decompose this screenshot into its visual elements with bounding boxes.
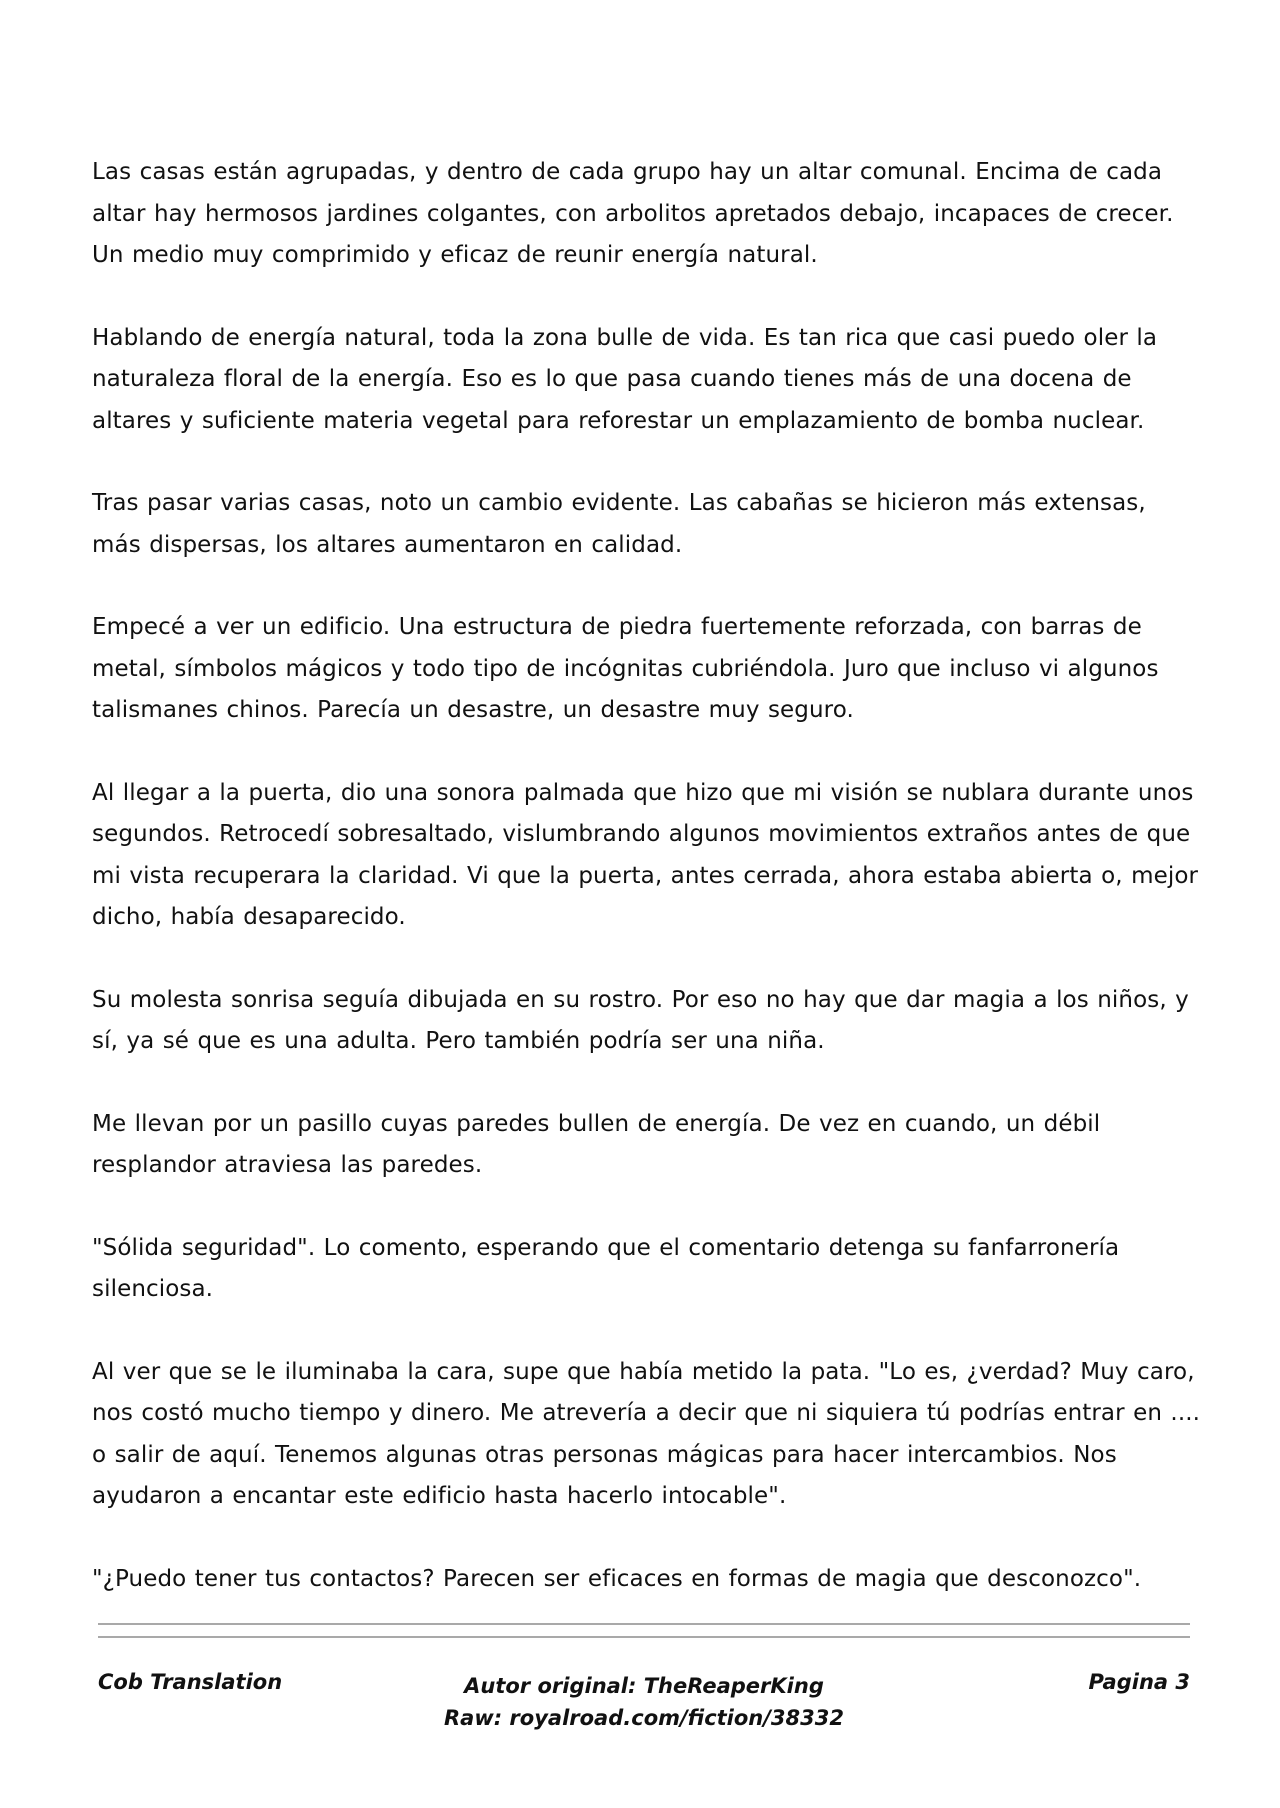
- footer-divider-top: [98, 1623, 1190, 1625]
- paragraph: "¿Puedo tener tus contactos? Parecen ser eficaces en formas de magia que desconozco".: [92, 1565, 1142, 1592]
- paragraph: Su molesta sonrisa seguía dibujada en su rostro. Por eso no hay que dar magia a los niños, y sí, ya sé que es una adulta. Pero también podría ser una niña.: [92, 986, 1189, 1054]
- body-text: [92, 152, 1202, 1641]
- paragraph: Hablando de energía natural, toda la zona bulle de vida. Es tan rica que casi puedo oler la naturaleza floral de la energía. Eso es lo que pasa cuando tienes más de una docena de altares y suficiente materia vegetal para reforestar un emplazamiento de bomba nuclear.: [92, 324, 1158, 434]
- page-footer: [98, 1670, 1190, 1750]
- footer-translator: Cob Translation: [98, 1670, 283, 1694]
- paragraph: Me llevan por un pasillo cuyas paredes bullen de energía. De vez en cuando, un débil resplandor atraviesa las paredes.: [92, 1110, 1101, 1178]
- paragraph: Al ver que se le iluminaba la cara, supe que había metido la pata. "Lo es, ¿verdad? Muy caro, nos costó mucho tiempo y dinero. Me atrevería a decir que ni siquiera tú podrías entrar en .... o salir de aquí. Tenemos algunas otras personas mágicas para hacer intercambios. Nos ayudaron a encantar este edificio hasta hacerlo intocable".: [92, 1358, 1201, 1509]
- footer-page-number: Pagina 3: [1088, 1670, 1190, 1694]
- paragraph: "Sólida seguridad". Lo comento, esperando que el comentario detenga su fanfarronería silenciosa.: [92, 1234, 1120, 1302]
- paragraph: Tras pasar varias casas, noto un cambio evidente. Las cabañas se hicieron más extensas, más dispersas, los altares aumentaron en calidad.: [92, 490, 1146, 558]
- footer-raw-source: Raw: royalroad.com/fiction/38332: [443, 1706, 844, 1730]
- paragraph: Empecé a ver un edificio. Una estructura de piedra fuertemente reforzada, con barras de metal, símbolos mágicos y todo tipo de incógnitas cubriéndola. Juro que incluso vi algunos talismanes chinos. Parecía un desastre, un desastre muy seguro.: [92, 614, 1159, 723]
- footer-original-author: Autor original: TheReaperKing: [464, 1674, 824, 1698]
- footer-divider-bottom: [98, 1636, 1190, 1638]
- paragraph: Al llegar a la puerta, dio una sonora palmada que hizo que mi visión se nublara durante unos segundos. Retrocedí sobresaltado, vislumbrando algunos movimientos extraños antes de que mi vista recuperara la claridad. Vi que la puerta, antes cerrada, ahora estaba abierta o, mejor dicho, había desaparecido.: [92, 779, 1199, 930]
- paragraph: Las casas están agrupadas, y dentro de cada grupo hay un altar comunal. Encima de cada altar hay hermosos jardines colgantes, con arbolitos apretados debajo, incapaces de crecer. Un medio muy comprimido y eficaz de reunir energía natural.: [92, 159, 1174, 268]
- footer-credits: [98, 1670, 1190, 1734]
